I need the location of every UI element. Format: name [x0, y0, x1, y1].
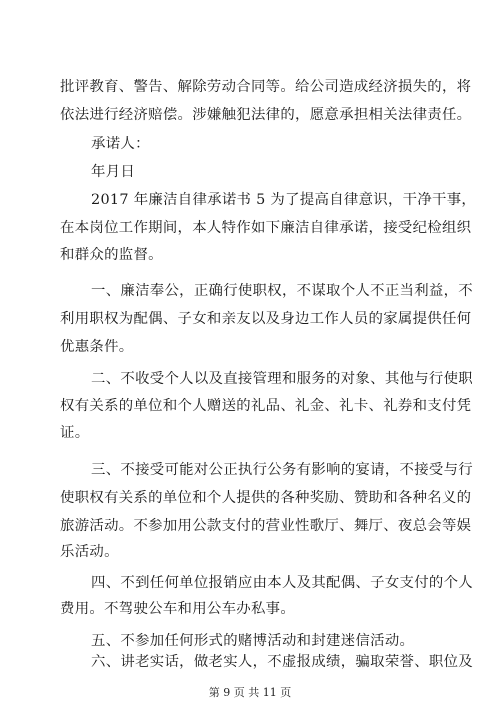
text-line: 利用职权为配偶、子女和亲友以及身边工作人员的家属提供任何: [60, 311, 472, 327]
text-line: 优惠条件。: [60, 339, 134, 355]
text-line: 费用。不驾驶公车和用公车办私事。: [60, 601, 296, 617]
text-line: 2017 年廉洁自律承诺书 5 为了提高自律意识，干净干事，: [91, 192, 477, 208]
text-line: 证。: [60, 425, 90, 441]
signatory-label: 承诺人：: [91, 136, 150, 152]
text-line: 乐活动。: [60, 544, 119, 560]
text-line: 五、不参加任何形式的赌博活动和封建迷信活动。: [91, 633, 415, 649]
text-line: 批评教育、警告、解除劳动合同等。给公司造成经济损失的，将: [60, 79, 472, 95]
text-line: 四、不到任何单位报销应由本人及其配偶、子女支付的个人: [91, 575, 473, 591]
text-line: 使职权有关系的单位和个人提供的各种奖励、赞助和各种名义的: [60, 490, 472, 506]
text-line: 和群众的监督。: [60, 247, 163, 263]
text-line: 一、廉洁奉公，正确行使职权，不谋取个人不正当利益，不: [91, 283, 473, 299]
text-line: 二、不收受个人以及直接管理和服务的对象、其他与行使职: [91, 371, 473, 387]
text-line: 旅游活动。不参加用公款支付的营业性歌厅、舞厅、夜总会等娱: [60, 518, 472, 534]
date-label: 年月日: [91, 164, 136, 180]
text-line: 六、讲老实话，做老实人，不虚报成绩，骗取荣誉、职位及: [91, 654, 473, 670]
text-line: 权有关系的单位和个人赠送的礼品、礼金、礼卡、礼券和支付凭: [60, 398, 472, 414]
page-number-footer: 第 9 页 共 11 页: [208, 686, 292, 699]
text-line: 依法进行经济赔偿。涉嫌触犯法律的，愿意承担相关法律责任。: [60, 107, 472, 123]
text-line: 在本岗位工作期间，本人特作如下廉洁自律承诺，接受纪检组织: [60, 220, 472, 236]
text-line: 三、不接受可能对公正执行公务有影响的宴请，不接受与行: [91, 462, 473, 478]
